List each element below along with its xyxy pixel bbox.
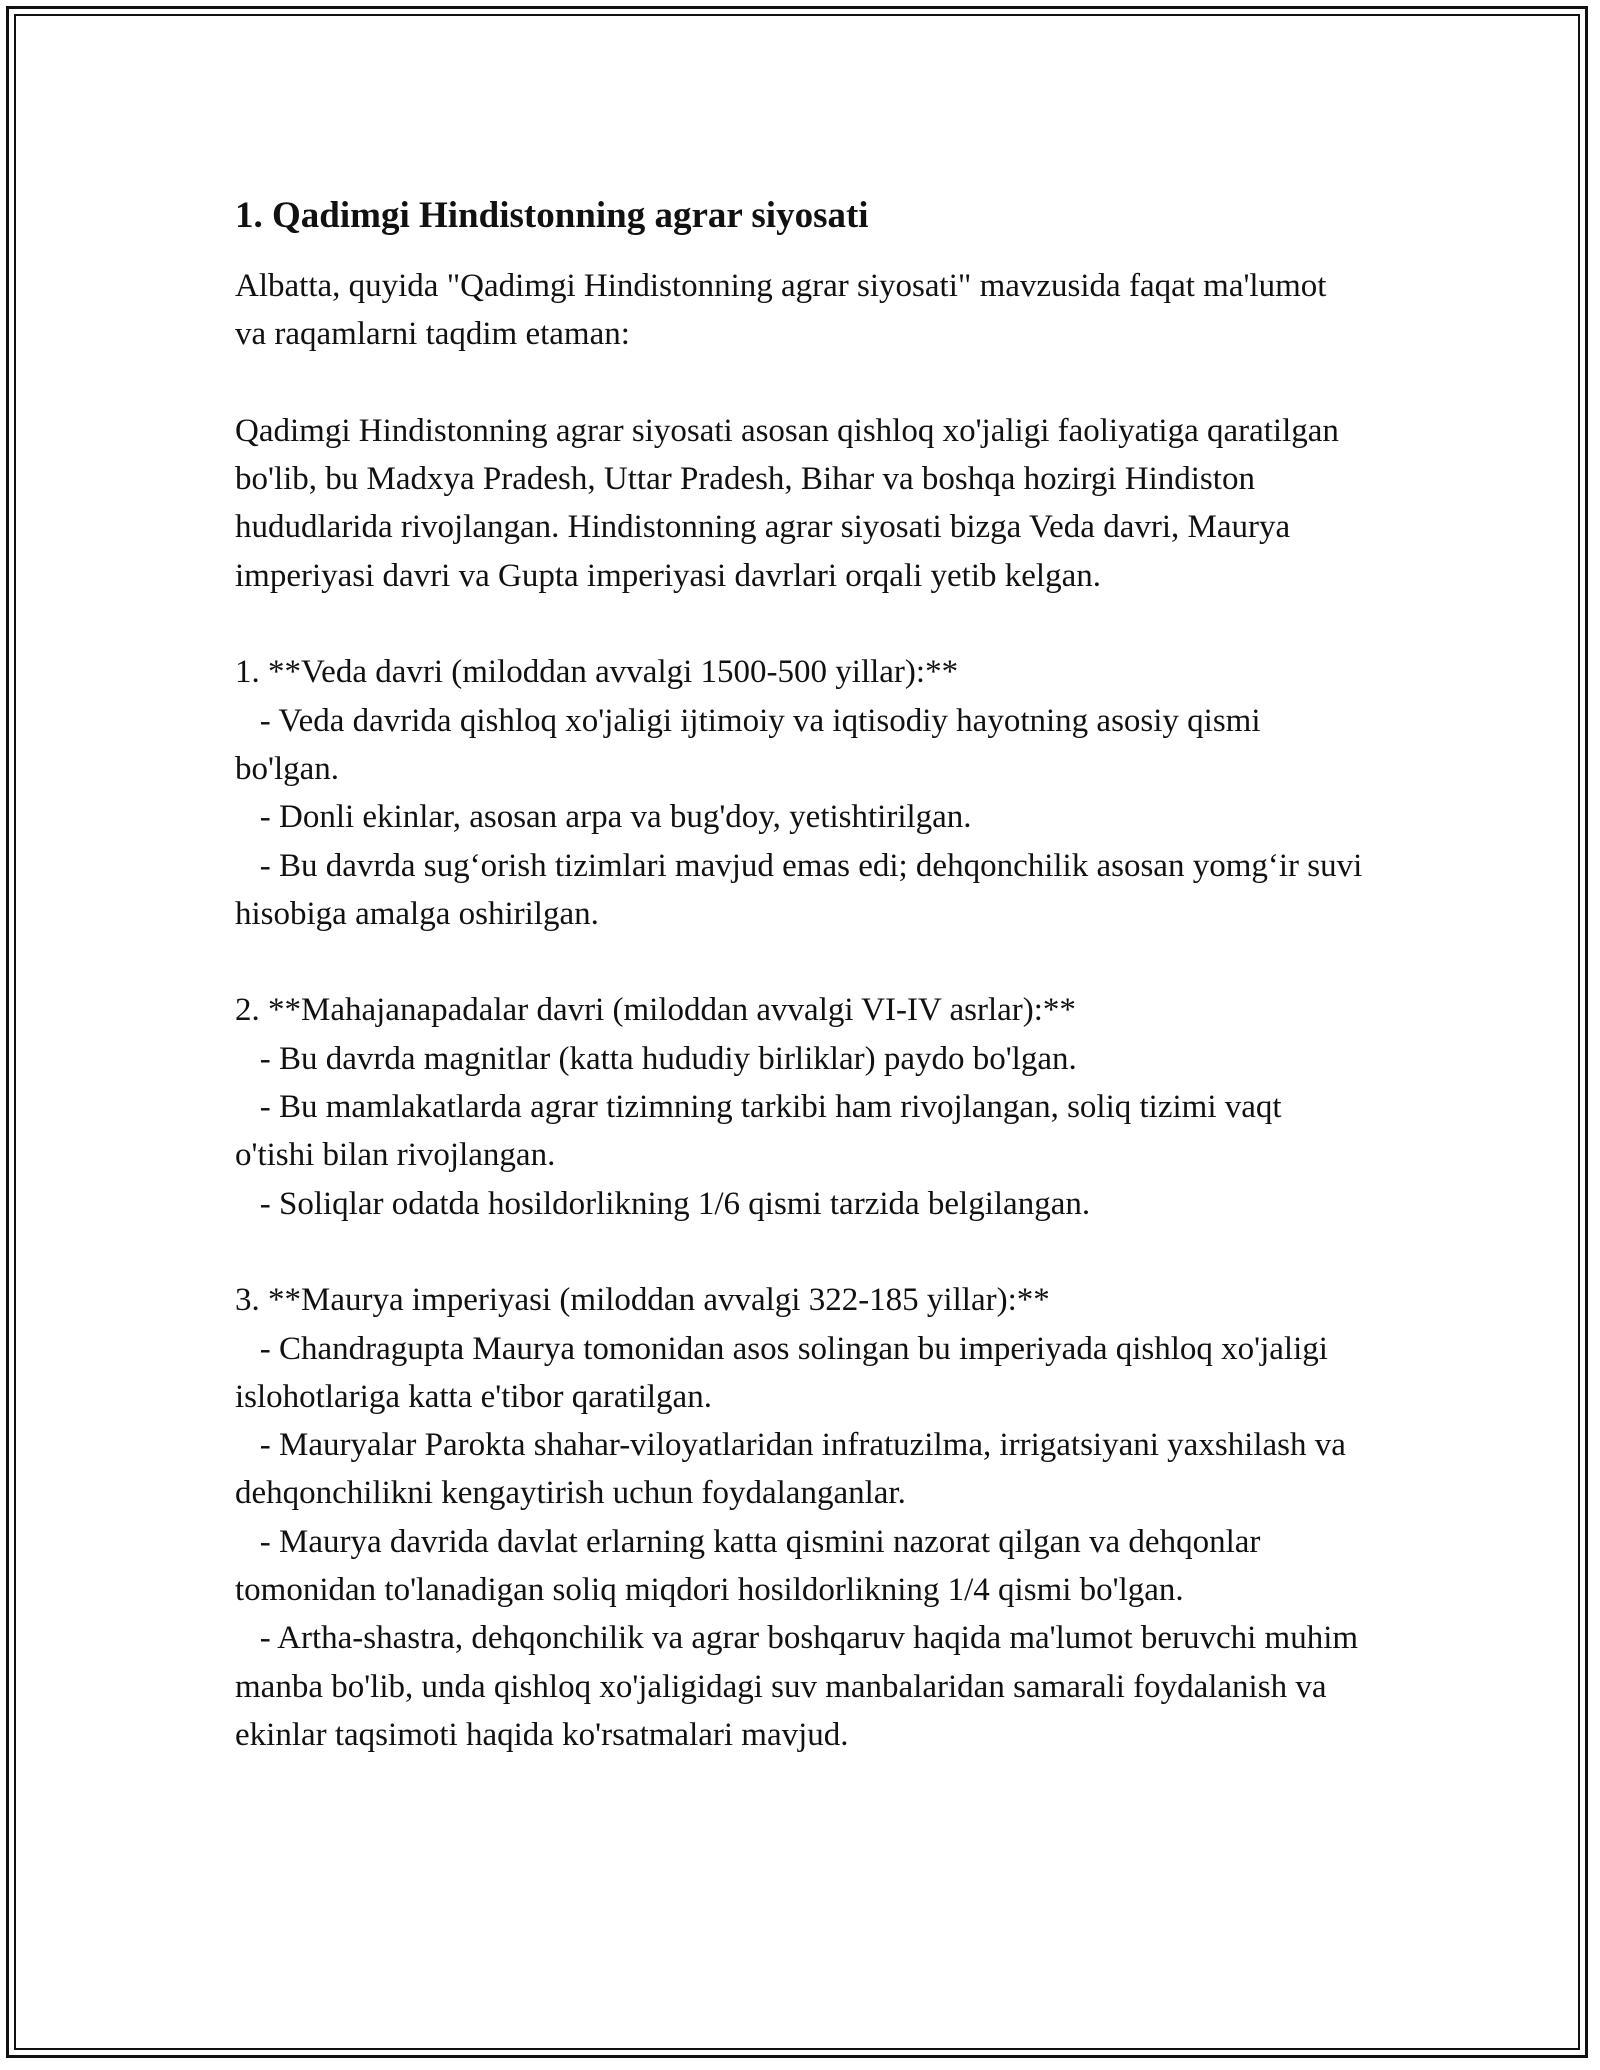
section-point: - Chandragupta Maurya tomonidan asos solingan bu imperiyada qishloq xo'jaligi islohotlariga katta e'tibor qaratilgan. [235,1330,1337,1415]
document-title: 1. Qadimgi Hindistonning agrar siyosati [235,195,869,236]
paragraph-gap [235,1228,1365,1276]
section-point: - Soliqlar odatda hosildorlikning 1/6 qismi tarzida belgilangan. [235,1185,1091,1222]
intro-paragraph: Albatta, quyida "Qadimgi Hindistonning agrar siyosati" mavzusida faqat ma'lumot va raqamlarni taqdim etaman: [235,268,1335,353]
section-point: - Artha-shastra, dehqonchilik va agrar boshqaruv haqida ma'lumot beruvchi muhim manba bo'lib, unda qishloq xo'jaligidagi suv manbalaridan samarali foydalanish va ekinlar taqsimoti haqida ko'rsatmalari mavjud. [235,1620,1367,1753]
section-heading: 2. **Mahajanapadalar davri (miloddan avvalgi VI-IV asrlar):** [235,992,1076,1029]
section-point: - Mauryalar Parokta shahar-viloyatlaridan infratuzilma, irrigatsiyani yaxshilash va dehqonchilikni kengaytirish uchun foydalanganlar. [235,1427,1355,1512]
section-point: - Donli ekinlar, asosan arpa va bug'doy, yetishtirilgan. [235,799,972,836]
paragraph-gap [235,600,1365,648]
paragraph-gap [235,938,1365,986]
section-maurya [235,1276,1365,1759]
section-mahajanapadalar [235,986,1365,1227]
section-point: - Bu davrda sug‘orish tizimlari mavjud emas edi; dehqonchilik asosan yomg‘ir suvi hisobiga amalga oshirilgan. [235,847,1371,932]
section-point: - Bu davrda magnitlar (katta hududiy birliklar) paydo bo'lgan. [235,1040,1077,1077]
section-heading: 1. **Veda davri (miloddan avvalgi 1500-500 yillar):** [235,654,959,691]
section-point: - Bu mamlakatlarda agrar tizimning tarkibi ham rivojlangan, soliq tizimi vaqt o'tishi bilan rivojlangan. [235,1089,1290,1174]
document-body [235,190,1371,1759]
paragraph-gap [235,359,1365,407]
section-point: - Veda davrida qishloq xo'jaligi ijtimoiy va iqtisodiy hayotning asosiy qismi bo'lgan. [235,702,1269,787]
section-point: - Maurya davrida davlat erlarning katta qismini nazorat qilgan va dehqonlar tomonidan to'lanadigan soliq miqdori hosildorlikning 1/4 qismi bo'lgan. [235,1523,1269,1609]
section-veda [235,648,1371,938]
section-heading: 3. **Maurya imperiyasi (miloddan avvalgi 322-185 yillar):** [235,1282,1050,1319]
overview-paragraph: Qadimgi Hindistonning agrar siyosati asosan qishloq xo'jaligi faoliyatiga qaratilgan bo'lib, bu Madxya Pradesh, Uttar Pradesh, Bihar va boshqa hozirgi Hindiston hududlarida rivojlangan. Hindistonning agrar siyosati bizga Veda davri, Maurya imperiyasi davri va Gupta imperiyasi davrlari orqali yetib kelgan. [235,412,1348,594]
